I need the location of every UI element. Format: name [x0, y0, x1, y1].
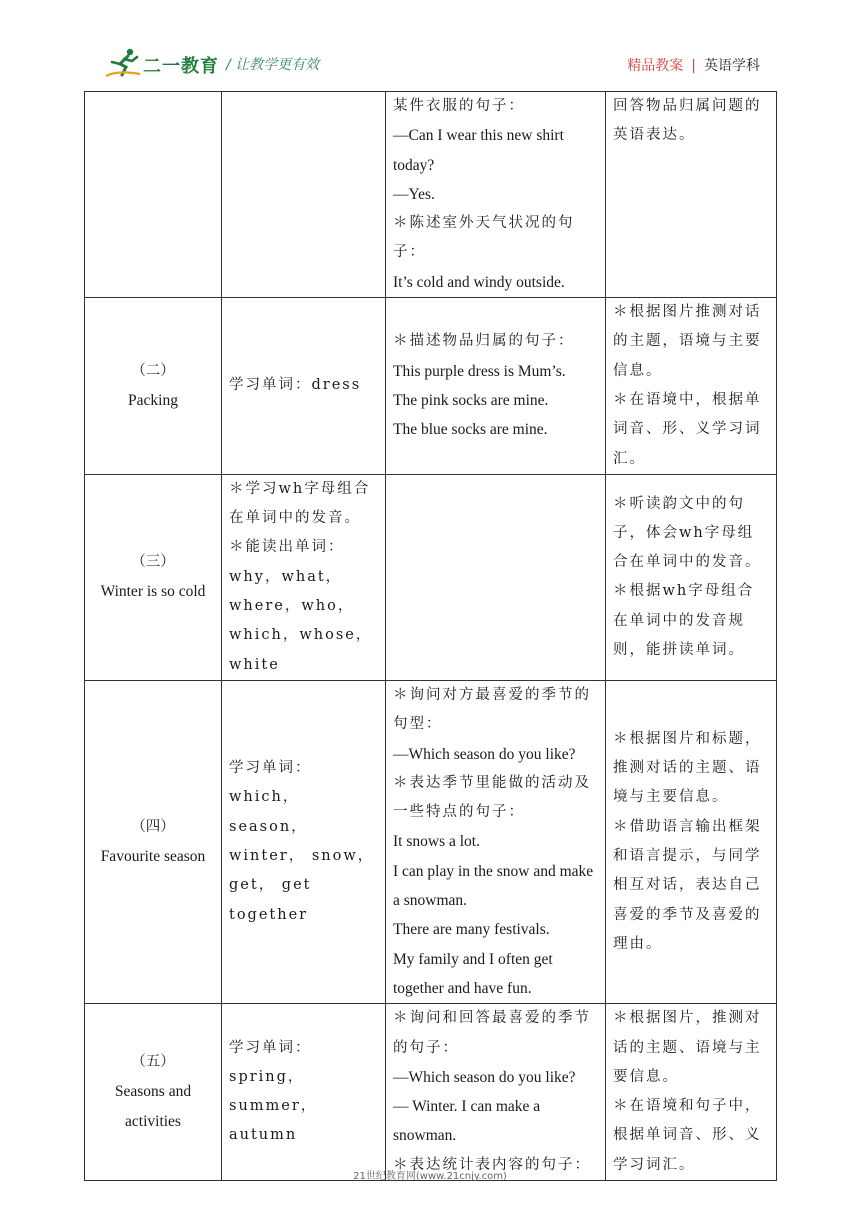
sentence-text: It’s cold and windy outside.: [393, 273, 565, 291]
sentence-text: There are many festivals.: [393, 921, 550, 939]
unit-number: （四）: [131, 818, 175, 835]
goal-text: ＊借助语言输出框架和语言提示，与同学相互对话，表达自己喜爱的季节及喜爱的理由。: [613, 818, 762, 952]
unit-title: Packing: [128, 391, 178, 409]
brand-name: 二一教育: [143, 56, 219, 77]
sentence-text: The blue socks are mine.: [393, 421, 548, 439]
table-row: [85, 474, 777, 680]
header-divider: |: [691, 58, 696, 74]
goal-text: ＊根据图片，推测对话的主题、语境与主要信息。: [613, 1010, 762, 1085]
unit-number: （二）: [131, 362, 175, 379]
page-header: [0, 0, 860, 92]
sentence-text: My family and I often get together and have fun.: [393, 950, 553, 997]
unit-cell: [85, 1004, 222, 1181]
sentence-text: —Which season do you like?: [393, 1068, 576, 1086]
sentence-text: —Can I wear this new shirt today?: [393, 127, 564, 174]
unit-title: Seasons and activities: [114, 1083, 192, 1130]
brand-slogan: / 让教学更有效: [226, 57, 320, 73]
goal-text: 回答物品归属问题的英语表达。: [613, 98, 762, 144]
table-row: [85, 92, 777, 298]
running-person-logo-icon: [104, 48, 142, 78]
vocabulary-cell: [222, 680, 386, 1003]
sentence-text: ＊表达季节里能做的活动及一些特点的句子：: [393, 774, 591, 821]
table-row: [85, 680, 777, 1003]
goals-cell: [606, 92, 777, 298]
sentences-cell: [386, 680, 606, 1003]
unit-cell: [85, 298, 222, 475]
lesson-table: [84, 91, 777, 1181]
quality-label: 精品教案: [627, 58, 684, 74]
goals-cell: [606, 298, 777, 475]
header-labels: [627, 55, 760, 75]
goal-text: ＊根据图片和标题，推测对话的主题、语境与主要信息。: [613, 730, 762, 806]
sentences-cell: [386, 298, 606, 475]
sentence-text: ＊描述物品归属的句子：: [393, 333, 575, 350]
unit-number: （五）: [131, 1054, 175, 1071]
vocabulary-text: 学习单词：which，season， winter， snow， get， get together: [229, 760, 375, 923]
vocabulary-cell: [222, 298, 386, 475]
unit-cell: [85, 92, 222, 298]
vocabulary-cell: [222, 1004, 386, 1181]
sentence-text: — Winter. I can make a snowman.: [393, 1098, 541, 1145]
table-row: [85, 298, 777, 475]
sentence-text: ＊陈述室外天气状况的句子：: [393, 215, 575, 261]
sentences-cell: [386, 92, 606, 298]
page-footer: 21世纪教育网(www.21cnjy.com): [353, 1171, 507, 1182]
sentence-text: —Yes.: [393, 185, 435, 203]
sentence-text: ＊询问和回答最喜爱的季节的句子：: [393, 1010, 591, 1056]
sentence-text: ＊表达统计表内容的句子：: [393, 1156, 591, 1173]
sentence-text: This purple dress is Mum’s.: [393, 362, 566, 380]
vocabulary-cell: [222, 92, 386, 298]
goal-text: ＊在语境中，根据单词音、形、义学习词汇。: [613, 391, 762, 467]
unit-title: Favourite season: [100, 848, 206, 866]
subject-label: 英语学科: [704, 58, 760, 74]
table-row: [85, 1004, 777, 1181]
vocabulary-text: ＊能读出单词：why，what，where，who，which，whose，white: [229, 539, 373, 673]
unit-number: （三）: [131, 554, 175, 571]
goals-cell: [606, 1004, 777, 1181]
goals-cell: [606, 680, 777, 1003]
sentence-text: The pink socks are mine.: [393, 391, 549, 409]
sentences-cell: [386, 1004, 606, 1181]
sentence-text: I can play in the snow and make a snowman.: [393, 862, 594, 910]
goal-text: ＊根据wh字母组合在单词中的发音规则，能拼读单词。: [613, 583, 755, 658]
goal-text: ＊在语境和句子中，根据单词音、形、义学习词汇。: [613, 1098, 762, 1173]
vocabulary-text: 学习单词：spring，summer，autumn: [229, 1039, 318, 1144]
vocabulary-text: 学习单词：dress: [229, 377, 362, 394]
sentence-text: —Which season do you like?: [393, 745, 576, 763]
unit-title: Winter is so cold: [100, 583, 206, 601]
unit-cell: [85, 680, 222, 1003]
goal-text: ＊根据图片推测对话的主题，语境与主要信息。: [613, 304, 762, 379]
sentence-text: It snows a lot.: [393, 833, 480, 851]
sentence-text: 某件衣服的句子：: [393, 98, 525, 114]
sentence-text: ＊询问对方最喜爱的季节的句型：: [393, 686, 591, 733]
vocabulary-cell: [222, 474, 386, 680]
unit-cell: [85, 474, 222, 680]
sentences-cell: [386, 474, 606, 680]
goals-cell: [606, 474, 777, 680]
goal-text: ＊听读韵文中的句子，体会wh字母组合在单词中的发音。: [613, 495, 762, 571]
vocabulary-text: ＊学习wh字母组合在单词中的发音。: [229, 480, 371, 527]
